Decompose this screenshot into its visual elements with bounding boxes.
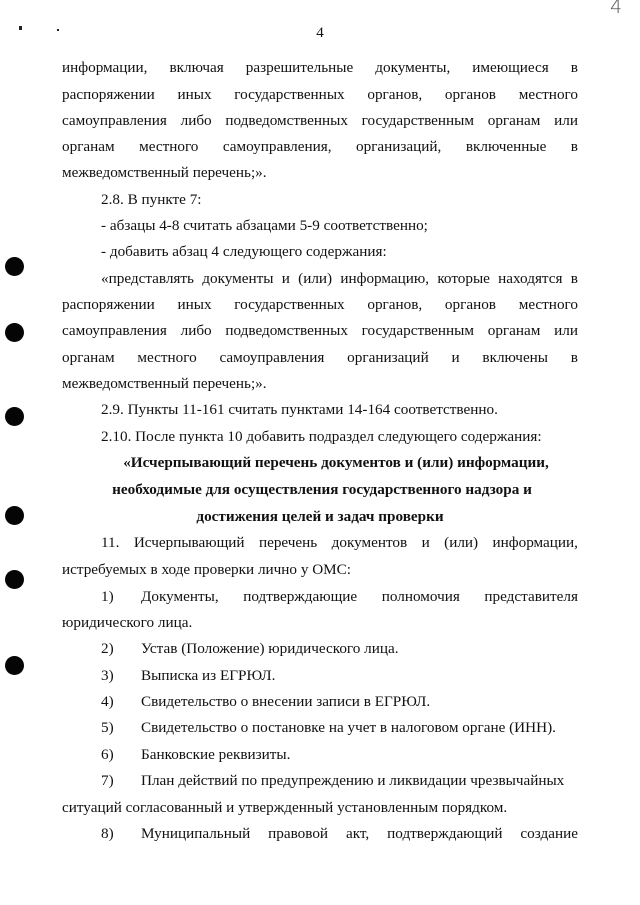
word: либо [180,322,212,339]
binder-hole [5,257,24,276]
word: в [570,59,578,76]
word: иных [177,86,212,103]
word: (или) [444,534,479,551]
text-line [62,86,578,104]
word: органов [444,296,496,313]
word: подтверждающие [243,588,358,605]
word: (или) [298,270,333,287]
text-line: ситуаций согласованный и утвержденный установленным порядком. [62,799,508,816]
subsection-title-line: достижения целей и задач проверки [196,508,444,525]
list-item [101,825,578,843]
text-line [101,534,578,552]
word: представителя [484,588,578,605]
page-number: 4 [316,25,324,41]
word: имеющиеся [472,59,549,76]
word: «представлять [101,270,194,287]
list-item-text: Свидетельство о постановке на учет в налоговом органе (ИНН). [141,719,556,736]
word: местного [518,86,578,103]
text-line: истребуемых в ходе проверки лично у ОМС: [62,561,352,578]
word: включены [482,349,549,366]
word: подтверждающий [387,825,503,842]
list-item-number: 5) [101,719,114,736]
word: государственных [234,86,345,103]
binder-hole [5,506,24,525]
word: государственным [361,322,474,339]
word: государственным [361,112,474,129]
word: местного [518,296,578,313]
list-item-text: Выписка из ЕГРЮЛ. [141,667,276,684]
dash-item: - добавить абзац 4 следующего содержания: [101,243,387,260]
text-line: межведомственный перечень;». [62,375,267,392]
list-item [101,772,578,790]
item-2-10: 2.10. После пункта 10 добавить подраздел следующего содержания: [101,428,542,445]
word: информацию, [340,270,430,287]
item-2-8-heading: 2.8. В пункте 7: [101,191,202,208]
word: разрешительные [245,59,354,76]
subsection-title-line: «Исчерпывающий перечень документов и (или) информации, [123,454,549,471]
list-item [101,667,578,685]
word: акт, [346,825,370,842]
word: органам [62,138,115,155]
word: Исчерпывающий [133,534,245,551]
word: правовой [268,825,329,842]
list-item [101,588,578,606]
word: в [570,270,578,287]
word: либо [180,112,212,129]
word: органам [487,112,541,129]
list-item-number: 3) [101,667,114,684]
list-item [101,693,578,711]
text-line [62,112,578,130]
word: 11. [101,534,120,551]
word: в [570,349,578,366]
list-item-number: 4) [101,693,114,710]
word: самоуправления [62,322,167,339]
text-line [62,349,578,367]
word: самоуправления [219,349,325,366]
list-item-text [141,825,578,843]
word: Документы, [141,588,219,605]
word: организаций, [356,138,442,155]
binder-hole [5,656,24,675]
list-item-text: Свидетельство о внесении записи в ЕГРЮЛ. [141,693,431,710]
text-line [62,138,578,156]
word: в [570,138,578,155]
list-item-text [141,588,578,606]
word: информации, [492,534,578,551]
word: или [554,322,578,339]
word: органов, [367,86,423,103]
binder-hole [5,323,24,342]
word: органам [487,322,541,339]
word: самоуправления, [222,138,332,155]
text-line [101,270,578,288]
text-line [62,59,578,77]
word: местного [137,349,197,366]
word: распоряжении [62,296,155,313]
list-item [101,640,578,658]
list-item-text: План действий по предупреждению и ликвидации чрезвычайных [141,772,565,789]
text-line [62,322,578,340]
word: и [281,270,290,287]
word: включенные [465,138,547,155]
subsection-title-line: необходимые для осуществления государственного надзора и [112,481,532,498]
word: государственных [234,296,345,313]
word: подведомственных [225,322,348,339]
word: и [451,349,460,366]
word: органам [62,349,115,366]
word: иных [177,296,212,313]
text-line: юридического лица. [62,614,193,631]
word: информации, [62,59,148,76]
word: документов [331,534,408,551]
word: местного [139,138,199,155]
scan-speck [19,26,22,30]
word: документы [202,270,274,287]
list-item [101,746,578,764]
word: создание [520,825,578,842]
text-line [62,296,578,314]
word: организаций [347,349,429,366]
word: органов, [367,296,423,313]
list-item-number: 2) [101,640,114,657]
word: которые [437,270,490,287]
binder-hole [5,570,24,589]
word: распоряжении [62,86,155,103]
dash-item: - абзацы 4-8 считать абзацами 5-9 соответственно; [101,217,428,234]
list-item [101,719,578,737]
corner-page-mark: 4 [610,0,623,18]
list-item-number: 1) [101,588,114,605]
word: перечень [258,534,318,551]
word: и [421,534,430,551]
list-item-number: 7) [101,772,114,789]
word: или [554,112,578,129]
word: органов [444,86,496,103]
list-item-text: Устав (Положение) юридического лица. [141,640,399,657]
list-item-number: 6) [101,746,114,763]
word: полномочия [381,588,460,605]
list-item-text: Банковские реквизиты. [141,746,291,763]
item-2-9: 2.9. Пункты 11-161 считать пунктами 14-164 соответственно. [101,401,498,418]
scan-speck [57,29,59,31]
word: подведомственных [225,112,348,129]
binder-hole [5,407,24,426]
word: включая [169,59,224,76]
text-line: межведомственный перечень;». [62,164,267,181]
word: документы, [375,59,451,76]
list-item-number: 8) [101,825,114,842]
word: находятся [498,270,563,287]
word: самоуправления [62,112,167,129]
word: Муниципальный [141,825,251,842]
